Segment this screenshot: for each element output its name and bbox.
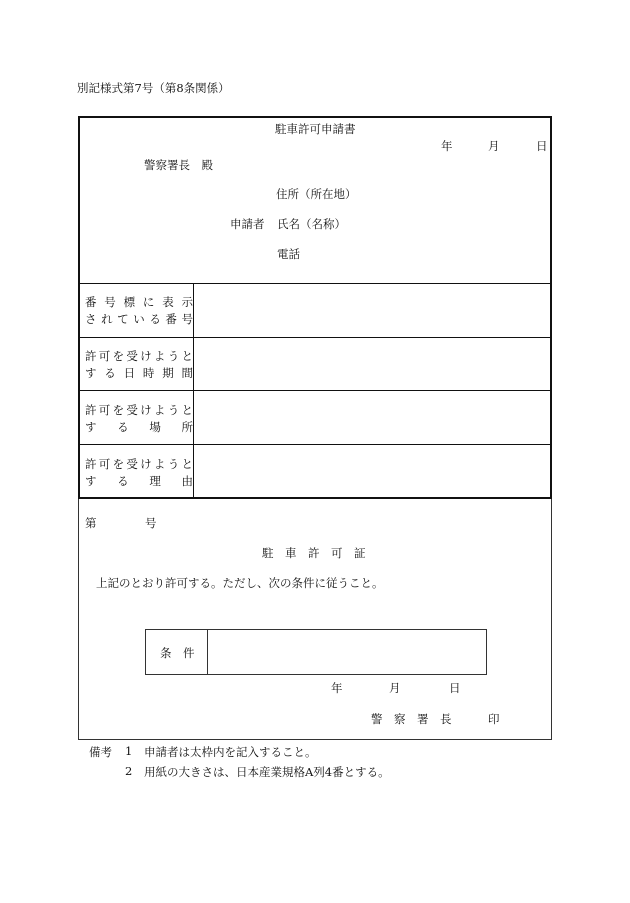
condition-label: 条 件 [160, 646, 195, 660]
row-label-char: い [133, 312, 145, 326]
notes-label: 備考 [89, 745, 112, 759]
form-title: 別記様式第7号（第8条関係） [77, 81, 230, 95]
row-label-char: る [104, 366, 116, 380]
row-label-char: 時 [142, 366, 155, 380]
row-divider [78, 337, 552, 338]
condition-box [145, 629, 487, 675]
row-label-char: 号 [181, 312, 193, 326]
permit-date-day: 日 [449, 681, 461, 695]
row-label-char: 番 [165, 312, 177, 326]
row-label-char: 受 [126, 349, 138, 363]
note-number: 1 [125, 744, 133, 758]
permit-title: 駐 車 許 可 証 [262, 546, 366, 560]
row-label-char: 理 [149, 474, 161, 488]
row-label-char: る [149, 312, 161, 326]
name-label: 氏名（名称） [277, 217, 346, 231]
row-label-char: う [167, 457, 180, 471]
row-label-char: 所 [181, 420, 193, 434]
row-label-char: 許 [85, 457, 97, 471]
row-label-char: す [85, 366, 97, 380]
row-label-char: う [167, 349, 180, 363]
row-label-char: よ [153, 403, 166, 417]
row-label-char: 示 [181, 295, 193, 309]
row-divider [78, 444, 552, 445]
row-label-char: よ [153, 349, 166, 363]
row-label-char: 表 [162, 295, 174, 309]
permit-statement: 上記のとおり許可する。ただし、次の条件に従うこと。 [96, 576, 384, 590]
addressee: 警察署長 殿 [144, 158, 213, 172]
note-number: 2 [125, 764, 133, 778]
police-chief-label: 警 察 署 長 [371, 712, 452, 726]
row-label-char: 日 [123, 366, 136, 380]
row-label-char: 受 [126, 457, 138, 471]
row-label-char: す [85, 420, 97, 434]
row-label-period [85, 348, 193, 382]
row-label-char: け [140, 349, 152, 363]
row-label-char: 受 [126, 403, 138, 417]
row-divider [78, 390, 552, 391]
row-label-char: 期 [162, 366, 174, 380]
row-label-char: 場 [149, 420, 161, 434]
condition-divider [207, 629, 208, 675]
phone-label: 電話 [277, 247, 300, 261]
permit-number-suffix: 号 [145, 516, 157, 530]
row-label-char: 間 [181, 366, 193, 380]
row-label-char: を [112, 457, 125, 471]
row-label-char: け [140, 403, 152, 417]
row-label-char: 由 [181, 474, 193, 488]
row-label-char: に [142, 295, 155, 309]
row-label-char: け [140, 457, 152, 471]
row-label-char: 可 [98, 457, 111, 471]
row-label-char: を [112, 403, 125, 417]
application-date-month: 月 [488, 139, 500, 153]
permit-date-year: 年 [331, 681, 343, 695]
row-label-char: れ [101, 312, 113, 326]
row-label-char: る [117, 474, 129, 488]
note-text: 用紙の大きさは、日本産業規格A列4番とする。 [144, 765, 390, 779]
permit-number-prefix: 第 [85, 516, 97, 530]
applicant-label: 申請者 [230, 217, 265, 231]
row-label-char: う [167, 403, 180, 417]
row-label-char: 可 [98, 403, 111, 417]
row-label-char: 番 [85, 295, 97, 309]
row-label-char: す [85, 474, 97, 488]
row-label-char: 許 [85, 349, 97, 363]
row-label-place [85, 402, 193, 436]
row-label-reason [85, 456, 193, 490]
row-label-char: を [112, 349, 125, 363]
note-text: 申請者は太枠内を記入すること。 [144, 745, 317, 759]
column-divider [193, 283, 194, 498]
row-label-char: さ [85, 312, 97, 326]
seal-mark: 印 [488, 712, 500, 726]
row-divider [78, 283, 552, 284]
row-label-char: と [181, 457, 193, 471]
row-label-char: よ [153, 457, 166, 471]
application-date-year: 年 [441, 139, 453, 153]
permit-date-month: 月 [389, 681, 401, 695]
row-label-char: て [117, 312, 129, 326]
row-label-char: る [117, 420, 129, 434]
row-label-char: と [181, 403, 193, 417]
application-title: 駐車許可申請書 [275, 122, 356, 136]
row-label-plate-number [85, 294, 193, 328]
row-label-char: 許 [85, 403, 97, 417]
address-label: 住所（所在地） [276, 187, 357, 201]
row-label-char: 標 [123, 295, 136, 309]
row-label-char: 可 [98, 349, 111, 363]
row-label-char: 号 [104, 295, 116, 309]
application-date-day: 日 [536, 139, 548, 153]
row-label-char: と [181, 349, 193, 363]
